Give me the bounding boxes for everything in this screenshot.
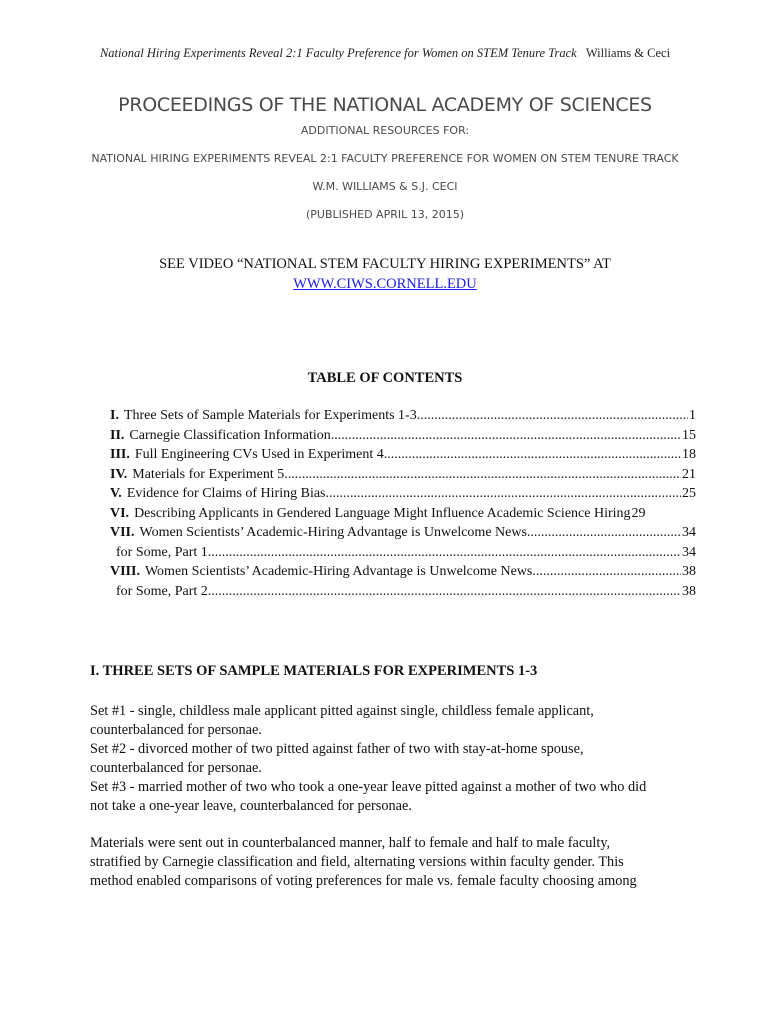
paragraph-line: counterbalanced for personae. [90,722,262,738]
toc-entry-number: III. [110,447,130,462]
toc-entry-page: 29 [631,505,646,521]
toc-entry-number: I. [110,408,119,423]
paragraph-line: counterbalanced for personae. [90,760,262,776]
toc-entry[interactable] [110,506,696,526]
toc-entry-text: Carnegie Classification Information [129,427,331,443]
toc-entry-text: Women Scientists’ Academic-Hiring Advantage is Unwelcome News [144,564,533,579]
toc-entry-text: Women Scientists’ Academic-Hiring Advantage is Unwelcome News [139,525,527,540]
paragraph-line: Set #2 - divorced mother of two pitted against father of two with stay-at-home spouse, [90,741,584,757]
toc-entry-page: 25 [682,486,696,501]
paragraph-line: not take a one-year leave, counterbalanced for personae. [90,798,412,814]
toc-title: TABLE OF CONTENTS [307,370,463,386]
toc-entry-page: 34 [682,544,696,560]
toc-entry[interactable] [110,447,696,467]
sample-sets-paragraph [90,702,690,816]
toc-leader-dots [208,545,681,561]
toc-entry-text: Materials for Experiment 5 [132,466,285,482]
running-header-title: National Hiring Experiments Reveal 2:1 Faculty Preference for Women on STEM Tenure Track [99,46,577,60]
paragraph-line: Set #1 - single, childless male applicant pitted against single, childless female applicant, [90,703,594,719]
toc-entry-page: 38 [682,564,696,579]
toc-entry-number: VI. [110,505,130,521]
toc-entry[interactable] [110,584,696,604]
video-link[interactable]: WWW.CIWS.CORNELL.EDU [293,276,477,292]
running-header-authors: Williams & Ceci [585,46,671,60]
paragraph-line: method enabled comparisons of voting preferences for male vs. female faculty choosing among [90,873,637,889]
toc-entry-page: 15 [682,427,696,443]
additional-resources-label: ADDITIONAL RESOURCES FOR: [300,124,470,137]
toc-entry-text: for Some, Part 1 [116,544,208,560]
toc-leader-dots [417,408,688,424]
toc-entry[interactable] [110,467,696,487]
toc-entry-text: Evidence for Claims of Hiring Bias [126,486,326,501]
toc-entry-text: Describing Applicants in Gendered Language Might Influence Academic Science Hiring [134,505,631,521]
toc-leader-dots [331,428,681,444]
toc-entry[interactable] [110,525,696,545]
published-date: (PUBLISHED APRIL 13, 2015) [305,208,464,221]
toc-entry-number: V. [110,486,122,501]
toc-entry[interactable] [110,564,696,584]
video-notice [0,254,770,294]
toc-leader-dots [208,584,681,600]
toc-leader-dots [527,525,681,541]
toc-entry-page: 1 [689,408,696,423]
section-heading: I. THREE SETS OF SAMPLE MATERIALS FOR EXPERIMENTS 1-3 [90,663,538,679]
toc-entry[interactable] [110,428,696,448]
toc-leader-dots [384,447,681,463]
toc-entry-number: VII. [110,525,135,540]
toc-leader-dots [284,467,681,483]
toc-entry-number: IV. [110,466,128,482]
toc-entry[interactable] [110,486,696,506]
materials-paragraph [90,834,690,891]
paragraph-line: stratified by Carnegie classification and field, alternating versions within faculty gender. This [90,854,624,870]
paragraph-line: Set #3 - married mother of two who took a one-year leave pitted against a mother of two who did [90,779,647,795]
toc-leader-dots [532,564,681,580]
toc-leader-dots [326,486,682,502]
toc-entry-text: Full Engineering CVs Used in Experiment 4 [134,447,384,462]
toc-entry-number: II. [110,427,125,443]
video-text: SEE VIDEO “NATIONAL STEM FACULTY HIRING EXPERIMENTS” AT [159,256,611,272]
toc-entry-number: VIII. [110,564,140,579]
table-of-contents [110,408,696,603]
running-header [0,46,770,61]
authors-line: W.M. WILLIAMS & S.J. CECI [312,180,458,193]
toc-entry-page: 38 [682,583,696,599]
paragraph-line: Materials were sent out in counterbalanced manner, half to female and half to male faculty, [90,835,611,851]
journal-title: PROCEEDINGS OF THE NATIONAL ACADEMY OF SCIENCES [118,94,652,116]
toc-entry-page: 21 [682,466,696,482]
toc-entry[interactable] [110,408,696,428]
toc-entry-page: 34 [682,525,696,540]
article-title: NATIONAL HIRING EXPERIMENTS REVEAL 2:1 FACULTY PREFERENCE FOR WOMEN ON STEM TENURE TRACK [91,152,679,165]
toc-entry-page: 18 [682,447,696,462]
toc-entry[interactable] [110,545,696,565]
toc-entry-text: Three Sets of Sample Materials for Experiments 1-3 [123,408,417,423]
toc-entry-text: for Some, Part 2 [116,583,208,599]
